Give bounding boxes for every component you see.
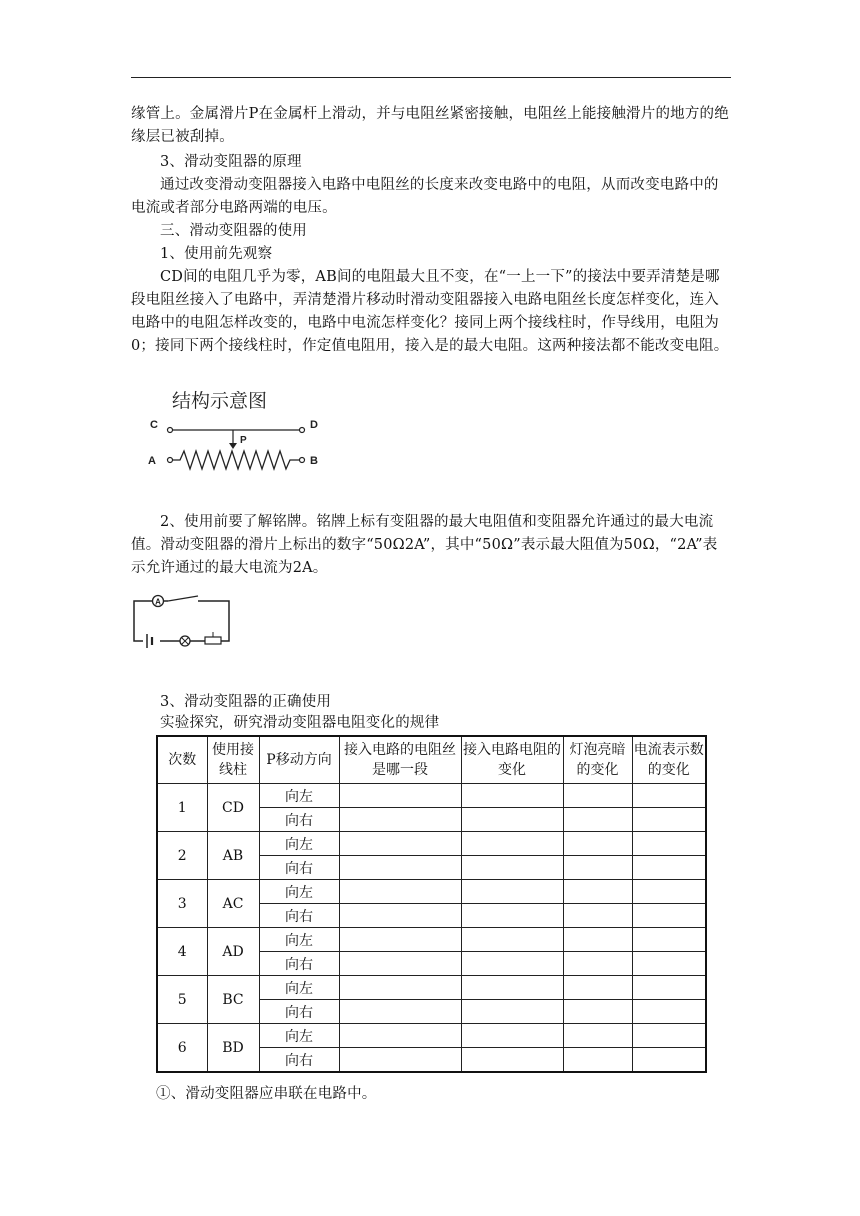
header-trial: 次数 [157, 736, 207, 784]
blank-answer-cell [563, 880, 632, 904]
terminals-cell: BD [207, 1024, 259, 1073]
blank-answer-cell [632, 952, 706, 976]
trial-number-cell: 2 [157, 832, 207, 880]
blank-answer-cell [339, 1000, 461, 1024]
trial-number-cell: 6 [157, 1024, 207, 1073]
heading-observe: 1、使用前先观察 [160, 246, 273, 262]
blank-answer-cell [339, 784, 461, 808]
blank-answer-cell [632, 808, 706, 832]
blank-answer-cell [339, 856, 461, 880]
blank-answer-cell [339, 904, 461, 928]
blank-answer-cell [339, 832, 461, 856]
direction-cell: 向左 [259, 1024, 339, 1048]
heading-correct-use: 3、滑动变阻器的正确使用 [160, 694, 332, 710]
blank-answer-cell [563, 976, 632, 1000]
trial-number-cell: 4 [157, 928, 207, 976]
blank-answer-cell [461, 832, 563, 856]
paragraph-insulation: 缘管上。金属滑片P在金属杆上滑动，并与电阻丝紧密接触，电阻丝上能接触滑片的地方的绝缘层已被刮掉。 [131, 106, 729, 145]
header-direction: P移动方向 [259, 736, 339, 784]
direction-cell: 向左 [259, 832, 339, 856]
table-row [157, 1024, 706, 1048]
blank-answer-cell [461, 808, 563, 832]
paragraph-principle: 通过改变滑动变阻器接入电路中电阻丝的长度来改变电路中的电阻，从而改变电路中的电流或者部分电路两端的电压。 [131, 177, 719, 216]
blank-answer-cell [461, 928, 563, 952]
direction-cell: 向右 [259, 808, 339, 832]
blank-answer-cell [461, 856, 563, 880]
structure-diagram [140, 385, 340, 475]
blank-answer-cell [461, 1048, 563, 1073]
heading-principle: 3、滑动变阻器的原理 [160, 154, 302, 170]
blank-answer-cell [563, 1048, 632, 1073]
header-bulb-change: 灯泡亮暗的变化 [563, 736, 632, 784]
trial-number-cell: 5 [157, 976, 207, 1024]
blank-answer-cell [461, 952, 563, 976]
label-b: B [310, 455, 318, 467]
blank-answer-cell [563, 904, 632, 928]
label-a: A [148, 455, 156, 467]
direction-cell: 向右 [259, 856, 339, 880]
header-wire-segment: 接入电路的电阻丝是哪一段 [339, 736, 461, 784]
blank-answer-cell [339, 1024, 461, 1048]
ammeter-label: A [155, 597, 161, 607]
blank-answer-cell [563, 856, 632, 880]
blank-answer-cell [461, 1000, 563, 1024]
table-row [157, 880, 706, 904]
direction-cell: 向右 [259, 904, 339, 928]
direction-cell: 向右 [259, 1048, 339, 1073]
blank-answer-cell [339, 952, 461, 976]
direction-cell: 向左 [259, 880, 339, 904]
trial-number-cell: 3 [157, 880, 207, 928]
table-row [157, 928, 706, 952]
blank-answer-cell [461, 1024, 563, 1048]
label-p: P [240, 435, 247, 446]
direction-cell: 向左 [259, 928, 339, 952]
table-row [157, 976, 706, 1000]
blank-answer-cell [632, 832, 706, 856]
label-d: D [310, 419, 318, 431]
blank-answer-cell [461, 904, 563, 928]
blank-answer-cell [339, 1048, 461, 1073]
blank-answer-cell [339, 880, 461, 904]
blank-answer-cell [563, 952, 632, 976]
blank-answer-cell [339, 808, 461, 832]
note-series: ①、滑动变阻器应串联在电路中。 [156, 1086, 377, 1102]
terminals-cell: AB [207, 832, 259, 880]
blank-answer-cell [461, 880, 563, 904]
blank-answer-cell [339, 928, 461, 952]
blank-answer-cell [563, 1024, 632, 1048]
structure-diagram-title: 结构示意图 [172, 391, 268, 412]
blank-answer-cell [461, 784, 563, 808]
experiment-caption: 实验探究，研究滑动变阻器电阻变化的规律 [160, 715, 440, 731]
header-rule [131, 77, 731, 78]
blank-answer-cell [563, 1000, 632, 1024]
blank-answer-cell [632, 856, 706, 880]
blank-answer-cell [632, 976, 706, 1000]
circuit-diagram [128, 592, 238, 652]
blank-answer-cell [632, 880, 706, 904]
section-heading-usage: 三、滑动变阻器的使用 [160, 223, 307, 239]
terminals-cell: AC [207, 880, 259, 928]
blank-answer-cell [339, 976, 461, 1000]
direction-cell: 向右 [259, 1000, 339, 1024]
paragraph-nameplate: 2、使用前要了解铭牌。铭牌上标有变阻器的最大电阻值和变阻器允许通过的最大电流值。滑动变阻器的滑片上标出的数字“50Ω2A”，其中“50Ω”表示最大阻值为50Ω，“2A”表示允许通过的最大电流为2A。 [131, 514, 718, 576]
header-terminals: 使用接线柱 [207, 736, 259, 784]
blank-answer-cell [563, 928, 632, 952]
trial-number-cell: 1 [157, 784, 207, 832]
table-row [157, 832, 706, 856]
paragraph-observe: CD间的电阻几乎为零，AB间的电阻最大且不变，在“一上一下”的接法中要弄清楚是哪段电阻丝接入了电路中，弄清楚滑片移动时滑动变阻器接入电路电阻丝长度怎样变化，连入电路中的电阻怎样改变的，电路中电流怎样变化？接同上两个接线柱时，作导线用，电阻为0；接同下两个接线柱时，作定值电阻用，接入是的最大电阻。这两种接法都不能改变电阻。 [131, 269, 729, 354]
blank-answer-cell [632, 1000, 706, 1024]
direction-cell: 向右 [259, 952, 339, 976]
blank-answer-cell [461, 976, 563, 1000]
terminals-cell: CD [207, 784, 259, 832]
blank-answer-cell [632, 1048, 706, 1073]
blank-answer-cell [563, 832, 632, 856]
blank-answer-cell [632, 904, 706, 928]
blank-answer-cell [632, 1024, 706, 1048]
header-ammeter-change: 电流表示数的变化 [632, 736, 706, 784]
blank-answer-cell [632, 928, 706, 952]
label-c: C [150, 419, 158, 431]
header-resistance-change: 接入电路电阻的变化 [461, 736, 563, 784]
terminals-cell: AD [207, 928, 259, 976]
direction-cell: 向左 [259, 784, 339, 808]
blank-answer-cell [563, 808, 632, 832]
blank-answer-cell [563, 784, 632, 808]
experiment-table [156, 735, 707, 1073]
blank-answer-cell [632, 784, 706, 808]
terminals-cell: BC [207, 976, 259, 1024]
table-row [157, 784, 706, 808]
direction-cell: 向左 [259, 976, 339, 1000]
table-header-row [157, 736, 706, 784]
